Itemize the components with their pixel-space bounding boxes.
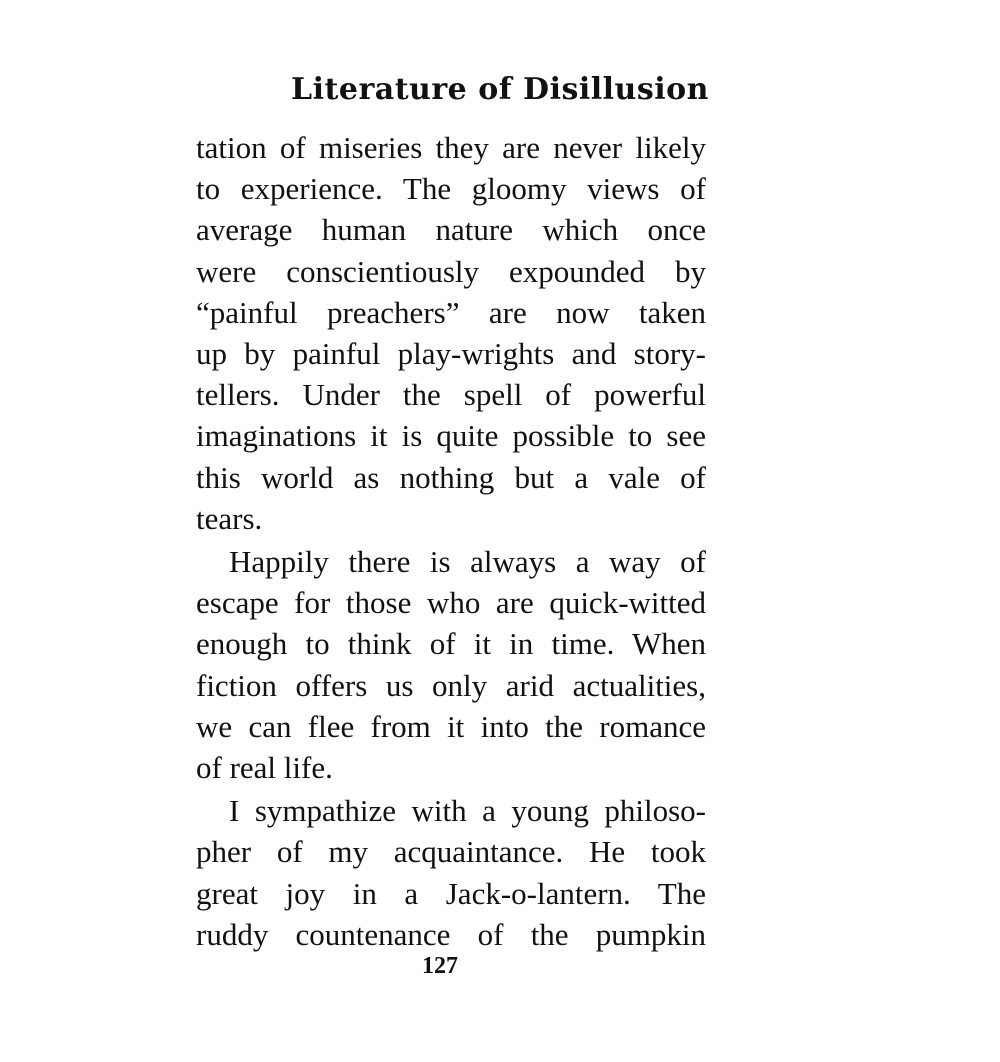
- paragraph-2: [196, 541, 706, 788]
- text-line: up by painful play-wrights and story-: [196, 336, 706, 372]
- text-line: average human nature which once: [196, 212, 706, 248]
- body-text: [196, 127, 706, 957]
- text-line: Happily there is always a way of: [229, 544, 706, 580]
- text-line: ruddy countenance of the pumpkin: [196, 916, 706, 952]
- text-line: this world as nothing but a vale of: [196, 459, 706, 495]
- text-line: we can flee from it into the romance: [196, 708, 706, 744]
- text-line: tears.: [196, 500, 263, 536]
- text-line: of real life.: [196, 750, 333, 786]
- text-line: “painful preachers” are now taken: [196, 294, 706, 330]
- text-line: pher of my acquaintance. He took: [196, 834, 706, 870]
- text-line: escape for those who are quick-witted: [196, 585, 706, 621]
- page-number: 127: [422, 953, 458, 979]
- paragraph-1: [196, 127, 706, 539]
- text-line: enough to think of it in time. When: [196, 626, 706, 662]
- text-line: tation of miseries they are never likely: [196, 130, 706, 165]
- text-line: tellers. Under the spell of powerful: [196, 377, 706, 413]
- text-line: to experience. The gloomy views of: [196, 171, 706, 207]
- paragraph-3: [196, 790, 706, 955]
- text-line: were conscientiously expounded by: [196, 253, 706, 289]
- text-line: imaginations it is quite possible to see: [196, 418, 706, 454]
- running-header: Literature of Disillusion: [291, 72, 709, 107]
- text-line: great joy in a Jack-o-lantern. The: [196, 875, 706, 911]
- text-line: fiction offers us only arid actualities,: [196, 667, 706, 703]
- text-line: I sympathize with a young philoso-: [229, 793, 706, 829]
